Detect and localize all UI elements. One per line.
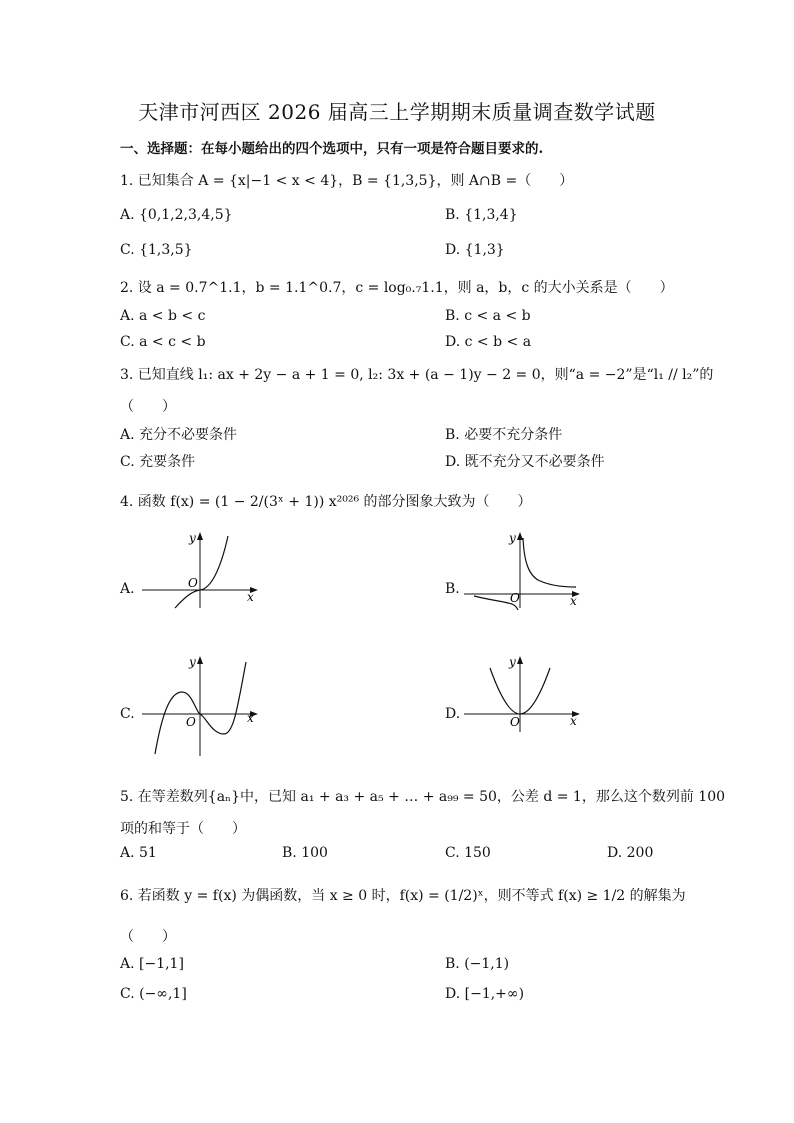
q2-option-b: B. c < a < b: [445, 308, 531, 324]
q2-option-d: D. c < b < a: [445, 334, 532, 350]
question-5-stem: 5. 在等差数列{aₙ}中，已知 a₁ + a₃ + a₅ + … + a₉₉ = 50，公差 d = 1，那么这个数列前 100: [120, 789, 726, 805]
question-4-stem: 4. 函数 f(x) = (1 − 2/(3ˣ + 1)) x²⁰²⁶ 的部分图象大致为（ ）: [120, 494, 532, 510]
question-1-stem: 1. 已知集合 A = {x|−1 < x < 4}，B = {1,3,5}，则 A∩B =（ ）: [120, 173, 574, 189]
q4-option-c: C.: [120, 706, 135, 722]
q4-option-b: B.: [445, 581, 460, 597]
q4c-x-label: x: [247, 711, 254, 725]
q3-option-b: B. 必要不充分条件: [445, 427, 563, 443]
q1-option-b: B. {1,3,4}: [445, 207, 518, 223]
question-2-stem: 2. 设 a = 0.7^1.1，b = 1.1^0.7，c = log₀.₇1.1，则 a，b，c 的大小关系是（ ）: [120, 280, 674, 296]
q5-option-a: A. 51: [120, 845, 157, 861]
q2-option-a: A. a < b < c: [120, 308, 206, 324]
page-title: 天津市河西区 2026 届高三上学期期末质量调查数学试题: [138, 100, 656, 124]
q6-option-b: B. (−1,1): [445, 956, 510, 972]
q4-graph-d: [460, 654, 585, 734]
q4-graph-c: [138, 654, 263, 758]
question-3-stem-cont: （ ）: [120, 399, 176, 415]
q4a-y-label: y: [189, 531, 196, 545]
question-6-stem-cont: （ ）: [120, 929, 176, 945]
question-3-stem: 3. 已知直线 l₁: ax + 2y − a + 1 = 0, l₂: 3x + (a − 1)y − 2 = 0，则“a = −2”是“l₁ // l₂”的: [120, 367, 714, 383]
q1-option-c: C. {1,3,5}: [120, 242, 193, 258]
q4-graph-a: [138, 530, 263, 610]
q4a-x-label: x: [247, 590, 254, 604]
q4c-origin-label: O: [186, 715, 196, 729]
q3-option-a: A. 充分不必要条件: [120, 427, 238, 443]
question-5-stem-cont: 项的和等于（ ）: [120, 821, 246, 837]
q6-option-a: A. [−1,1]: [120, 956, 184, 972]
q4c-y-label: y: [189, 655, 196, 669]
section-heading: 一、选择题：在每小题给出的四个选项中，只有一项是符合题目要求的.: [120, 141, 544, 157]
q1-option-a: A. {0,1,2,3,4,5}: [120, 207, 233, 223]
q1-option-d: D. {1,3}: [445, 242, 505, 258]
q3-option-d: D. 既不充分又不必要条件: [445, 454, 605, 470]
q4d-origin-label: O: [510, 715, 520, 729]
q4-graph-b: [460, 530, 585, 610]
q4b-x-label: x: [570, 594, 577, 608]
q2-option-c: C. a < c < b: [120, 334, 206, 350]
question-6-stem: 6. 若函数 y = f(x) 为偶函数，当 x ≥ 0 时，f(x) = (1/2)ˣ，则不等式 f(x) ≥ 1/2 的解集为: [120, 888, 686, 904]
q5-option-d: D. 200: [607, 845, 654, 861]
q6-option-c: C. (−∞,1]: [120, 986, 187, 1002]
q4d-y-label: y: [509, 655, 516, 669]
q4-option-a: A.: [120, 581, 135, 597]
q4b-origin-label: O: [510, 591, 520, 605]
q5-option-b: B. 100: [282, 845, 328, 861]
q5-option-c: C. 150: [445, 845, 491, 861]
q4-option-d: D.: [445, 706, 461, 722]
q6-option-d: D. [−1,+∞): [445, 986, 525, 1002]
q4d-x-label: x: [570, 714, 577, 728]
q4b-y-label: y: [509, 531, 516, 545]
q4a-origin-label: O: [188, 576, 198, 590]
q3-option-c: C. 充要条件: [120, 454, 196, 470]
